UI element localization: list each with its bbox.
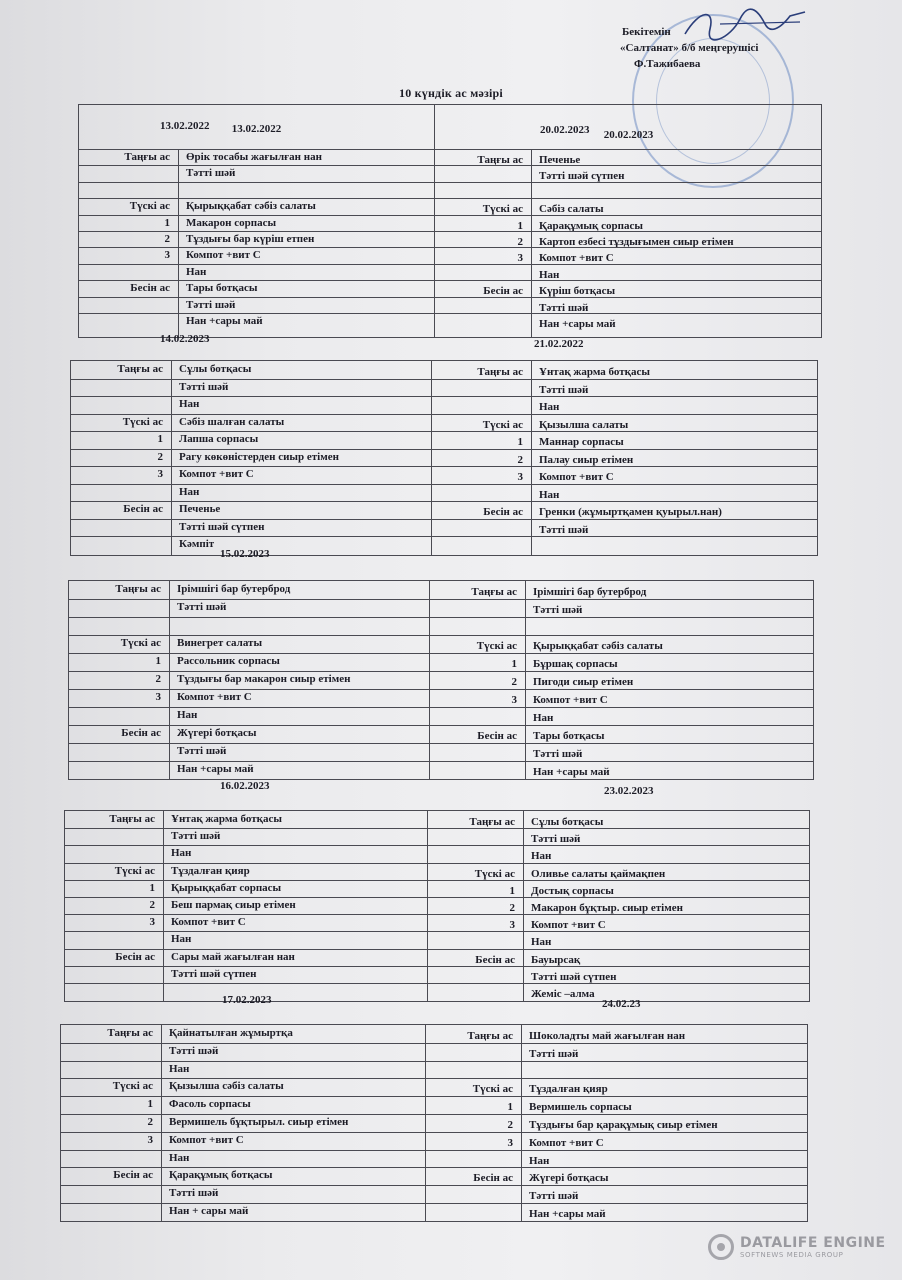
menu-table [70,360,818,556]
right-dish: Печенье [539,154,581,166]
right-dish: Қырыққабат сәбіз салаты [533,640,663,652]
section-date-left: 15.02.2023 [220,548,270,560]
left-dish: Тәтті шәй [177,745,227,757]
left-meal-label: Түскі ас [129,200,170,213]
row-divider [69,653,813,654]
left-meal-label: Түскі ас [114,864,155,877]
right-dish: Бауырсақ [531,953,581,966]
right-dish: Шоколадты май жағылған нан [529,1030,686,1042]
row-divider [71,484,817,485]
section-date-left: 13.02.2022 [160,120,210,132]
left-dish: Тәтті шәй [169,1187,219,1200]
right-meal-label: 3 [517,252,523,265]
left-dish: Қырыққабат сорпасы [171,881,282,894]
right-meal-label: 1 [507,1101,513,1114]
right-dish: Нан [539,401,560,413]
right-dish: Тәтті шәй [529,1047,579,1060]
column-divider-left [161,1025,162,1221]
right-dish: Тәтті шәй [531,833,581,846]
left-meal-label: Бесін ас [121,727,161,739]
row-divider [79,264,821,265]
left-dish: Компот +вит С [177,691,252,703]
right-meal-label: Түскі ас [482,203,523,216]
left-dish: Жүгері ботқасы [177,727,257,739]
right-dish: Сұлы ботқасы [531,816,604,828]
right-dish: Палау сиыр етімен [539,453,634,466]
right-meal-label: Бесін ас [473,1172,513,1185]
row-divider [65,828,809,829]
right-dish: Маннар сорпасы [539,436,624,448]
header-divider [79,149,821,150]
left-dish: Вермишель бұқтырыл. сиыр етімен [169,1116,349,1128]
right-dish: Нан [531,936,552,949]
right-dish: Тәтті шәй сүтпен [531,970,617,983]
left-meal-label: Таңғы ас [109,813,155,825]
right-dish: Нан [539,488,560,501]
left-dish: Қырыққабат сәбіз салаты [186,200,316,213]
row-divider [79,313,821,314]
left-dish: Ірімшігі бар бутерброд [177,583,291,595]
row-divider [65,914,809,915]
left-dish: Винегрет салаты [177,637,263,649]
watermark-name: DATALIFE ENGINE [740,1235,886,1251]
row-divider [65,863,809,864]
left-meal-label: 3 [155,691,161,703]
left-dish: Компот +вит С [169,1133,244,1146]
left-meal-label: Бесін ас [123,503,163,515]
left-dish: Беш пармақ сиыр етімен [171,899,296,911]
column-divider-right [531,149,532,337]
row-divider [71,536,817,537]
right-dish: Тұздығы бар қарақұмық сиыр етімен [529,1119,718,1131]
right-meal-label: Таңғы ас [477,366,523,378]
left-dish: Қызылша сәбіз салаты [169,1080,284,1093]
right-meal-label: Таңғы ас [469,816,515,828]
column-divider-left [169,581,170,779]
right-meal-label: Түскі ас [472,1083,513,1096]
left-dish: Рагу көкөністерден сиыр етімен [179,450,339,463]
left-dish: Қарақұмық ботқасы [169,1169,273,1182]
right-meal-label: 1 [509,884,515,897]
section-date-right: 21.02.2022 [534,338,584,350]
left-meal-label: 1 [149,881,155,894]
column-divider-left [163,811,164,1001]
left-dish: Нан [169,1062,190,1075]
left-meal-label: 2 [155,673,161,685]
left-meal-label: Бесін ас [113,1169,153,1182]
right-dish: Тәтті шәй [533,604,583,616]
row-divider [61,1150,807,1151]
left-meal-label: Түскі ас [112,1080,153,1093]
left-meal-label: 2 [157,450,163,463]
left-dish: Компот +вит С [171,916,246,929]
left-dish: Кәмпіт [179,538,215,550]
row-divider [65,966,809,967]
right-dish: Нан [539,268,560,281]
left-dish: Тәтті шәй сүтпен [179,520,265,533]
left-dish: Сәбіз шалған салаты [179,415,285,428]
left-dish: Рассольник сорпасы [177,655,280,667]
left-dish: Тұздығы бар макарон сиыр етімен [177,673,351,685]
row-divider [71,396,817,397]
right-dish: Қызылша салаты [539,418,629,431]
row-divider [69,635,813,636]
left-meal-label: 1 [155,655,161,667]
right-meal-label: Бесін ас [483,285,523,298]
right-dish: Тұздалған қияр [529,1083,608,1096]
section-date-right: 23.02.2023 [604,785,654,797]
right-dish: Тәтті шәй сүтпен [539,170,625,183]
right-meal-label: Түскі ас [474,867,515,880]
left-meal-label: 2 [164,233,170,245]
left-dish: Сары май жағылған нан [171,950,295,963]
row-divider [71,379,817,380]
right-dish: Вермишель сорпасы [529,1101,632,1114]
watermark-sub: SOFTNEWS MEDIA GROUP [740,1251,844,1259]
right-meal-label: Түскі ас [482,418,523,431]
left-meal-label: Бесін ас [130,282,170,295]
left-dish: Компот +вит С [186,249,261,262]
watermark [708,1234,886,1260]
right-dish: Гренки (жұмыртқамен қуырыл.нан) [539,506,722,518]
row-divider [65,931,809,932]
left-dish: Тәтті шәй сүтпен [171,967,257,980]
right-dish: Компот +вит С [539,252,614,265]
left-dish: Нан [169,1151,190,1164]
left-dish: Лапша сорпасы [179,433,259,445]
right-meal-label: 1 [511,658,517,670]
left-meal-label: 3 [157,468,163,480]
right-dish: Пигоди сиыр етімен [533,676,634,688]
right-meal-label: 3 [509,919,515,932]
header-date-left: 13.02.2022 [231,123,282,135]
row-divider [65,949,809,950]
page-title: 10 күндік ас мәзірі [399,86,503,100]
right-dish: Компот +вит С [533,694,608,706]
left-dish: Нан + сары май [169,1205,249,1217]
approval-line1: Бекітемін [622,26,671,38]
right-meal-label: Таңғы ас [467,1030,513,1042]
row-divider [71,501,817,502]
menu-table [78,104,822,338]
left-meal-label: Таңғы ас [124,151,170,163]
row-divider [79,198,821,199]
menu-table [64,810,810,1002]
right-dish: Оливье салаты қаймақпен [531,867,666,880]
row-divider [69,743,813,744]
left-meal-label: Түскі ас [120,637,161,649]
right-dish: Макарон бұқтыр. сиыр етімен [531,902,683,914]
left-dish: Сұлы ботқасы [179,363,252,375]
row-divider [69,725,813,726]
left-meal-label: Таңғы ас [115,583,161,595]
right-dish: Тәтті шәй [539,301,589,314]
left-dish: Нан +сары май [186,315,263,327]
right-meal-label: 2 [507,1119,513,1131]
right-meal-label: 2 [517,453,523,466]
right-meal-label: 1 [517,219,523,232]
right-dish: Тәтті шәй [533,748,583,760]
row-divider [61,1061,807,1062]
row-divider [69,761,813,762]
right-meal-label: 2 [517,236,523,248]
right-meal-label: 2 [511,676,517,688]
right-meal-label: Бесін ас [483,506,523,518]
section-date-left: 17.02.2023 [222,994,272,1006]
section-date-left: 16.02.2023 [220,780,270,792]
left-meal-label: 3 [164,249,170,262]
right-dish: Достық сорпасы [531,884,614,897]
right-meal-label: Бесін ас [475,953,515,966]
right-dish: Қарақұмық сорпасы [539,219,643,232]
right-meal-label: 3 [511,694,517,706]
row-divider [71,431,817,432]
left-meal-label: 3 [149,916,155,929]
left-meal-label: 1 [164,216,170,229]
row-divider [61,1043,807,1044]
left-meal-label: Түскі ас [122,415,163,428]
row-divider [69,617,813,618]
row-divider [79,165,821,166]
right-meal-label: 2 [509,902,515,914]
row-divider [79,215,821,216]
approval-line3: Ф.Тажибаева [634,58,701,70]
left-dish: Тәтті шәй [169,1044,219,1057]
left-meal-label: 3 [147,1133,153,1146]
left-dish: Тәтті шәй [186,167,236,180]
row-divider [65,983,809,984]
row-divider [71,519,817,520]
row-divider [61,1203,807,1204]
row-divider [79,182,821,183]
left-dish: Нан +сары май [177,763,254,775]
row-divider [65,845,809,846]
row-divider [79,231,821,232]
row-divider [61,1078,807,1079]
row-divider [79,297,821,298]
right-dish: Компот +вит С [539,471,614,483]
row-divider [71,414,817,415]
right-dish: Компот +вит С [531,919,606,932]
right-meal-label: 3 [507,1136,513,1149]
left-dish: Тәтті шәй [177,601,227,613]
column-divider-left [178,149,179,337]
left-dish: Ұнтақ жарма ботқасы [171,813,282,825]
right-dish: Жүгері ботқасы [529,1172,609,1185]
right-dish: Компот +вит С [529,1136,604,1149]
left-dish: Фасоль сорпасы [169,1098,251,1111]
left-meal-label: 1 [147,1098,153,1111]
right-meal-label: 3 [517,471,523,483]
right-dish: Бұршақ сорпасы [533,658,618,670]
right-dish: Нан +сары май [533,766,610,778]
left-dish: Тәтті шәй [186,298,236,311]
right-meal-label: Таңғы ас [477,154,523,166]
right-meal-label: Бесін ас [477,730,517,742]
right-dish: Күріш ботқасы [539,285,616,298]
column-divider-right [531,361,532,555]
row-divider [69,707,813,708]
right-dish: Тәтті шәй [539,523,589,536]
left-meal-label: 2 [147,1116,153,1128]
right-dish: Тәтті шәй [539,383,589,396]
right-dish: Нан [531,850,552,863]
row-divider [79,280,821,281]
row-divider [61,1096,807,1097]
menu-table [68,580,814,780]
row-divider [61,1167,807,1168]
left-dish: Қайнатылған жұмыртқа [169,1027,293,1039]
row-divider [69,671,813,672]
left-dish: Нан [179,398,200,410]
section-date-right: 24.02.23 [602,998,641,1010]
right-dish: Тәтті шәй [529,1190,579,1203]
left-dish: Макарон сорпасы [186,216,277,229]
row-divider [71,449,817,450]
right-meal-label: Таңғы ас [471,586,517,598]
left-dish: Нан [171,933,192,946]
approval-block [622,24,758,72]
row-divider [65,897,809,898]
row-divider [61,1185,807,1186]
section-date-left: 14.02.2023 [160,333,210,345]
left-meal-label: 2 [149,899,155,911]
left-dish: Нан [186,265,207,278]
watermark-logo-icon [708,1234,734,1260]
right-dish: Нан +сары май [539,318,616,330]
left-dish: Тұздығы бар күріш етпен [186,233,315,245]
right-meal-label: Түскі ас [476,640,517,652]
left-meal-label: 1 [157,433,163,445]
right-meal-label: 1 [517,436,523,448]
right-dish: Тары ботқасы [533,730,605,742]
left-dish: Тары ботқасы [186,282,258,295]
column-divider-right [523,811,524,1001]
left-dish: Нан [177,709,198,721]
left-dish: Нан [171,847,192,860]
left-dish: Тәтті шәй [171,830,221,843]
row-divider [69,689,813,690]
row-divider [61,1132,807,1133]
header-date-right: 20.02.2023 [603,129,654,141]
right-dish: Жеміс –алма [531,988,595,1000]
left-meal-label: Таңғы ас [117,363,163,375]
left-dish: Нан [179,485,200,498]
right-dish: Ірімшігі бар бутерброд [533,586,647,598]
right-dish: Ұнтақ жарма ботқасы [539,366,650,378]
left-dish: Өрік тосабы жағылған нан [186,151,322,163]
left-dish: Тұздалған қияр [171,864,250,877]
right-dish: Нан +сары май [529,1208,606,1220]
row-divider [61,1114,807,1115]
right-dish: Нан [529,1154,550,1167]
row-divider [79,247,821,248]
column-divider-right [525,581,526,779]
menu-table [60,1024,808,1222]
column-divider-right [521,1025,522,1221]
right-dish: Картоп езбесі тұздығымен сиыр етімен [539,236,734,248]
left-dish: Печенье [179,503,221,515]
row-divider [65,880,809,881]
left-dish: Компот +вит С [179,468,254,480]
left-meal-label: Бесін ас [115,950,155,963]
left-meal-label: Таңғы ас [107,1027,153,1039]
right-dish: Сәбіз салаты [539,203,604,216]
column-divider-left [171,361,172,555]
row-divider [71,466,817,467]
section-date-right: 20.02.2023 [540,124,590,136]
row-divider [69,599,813,600]
approval-line2: «Салтанат» б/б меңгерушісі [620,42,759,54]
right-dish: Нан [533,712,554,724]
left-dish: Тәтті шәй [179,380,229,393]
